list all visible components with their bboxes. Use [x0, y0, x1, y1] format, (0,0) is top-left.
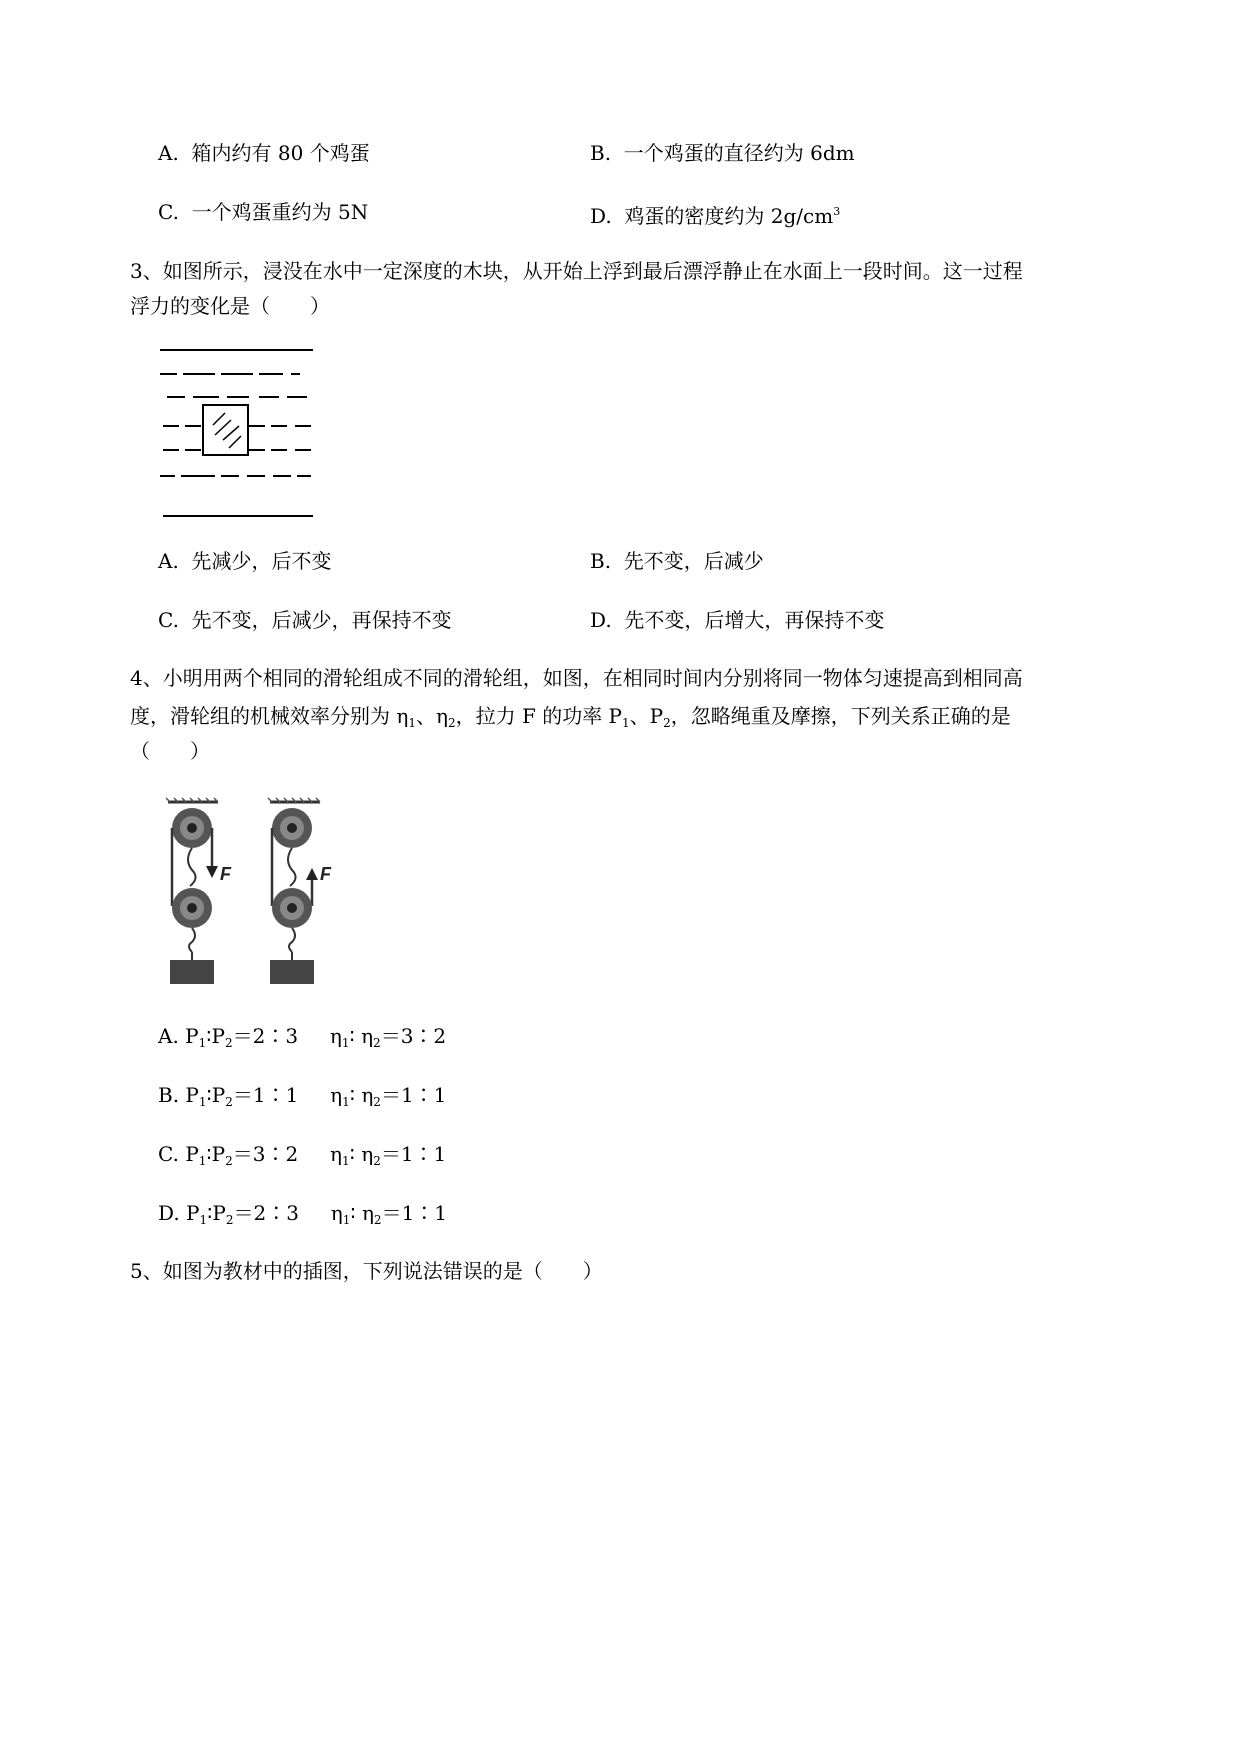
q4-option-b[interactable]: B. $P_1∶P_2=1∶1$ $\eta_1∶$ $\eta_2=1∶1$: [158, 1083, 447, 1109]
svg-text:F: F: [220, 864, 231, 884]
q2-option-b[interactable]: B. 一个鸡蛋的直径约为 6dm: [590, 141, 855, 165]
q2-option-c[interactable]: C. 一个鸡蛋重约为 5N: [158, 200, 369, 224]
q3-option-c[interactable]: C. 先不变，后减少，再保持不变: [158, 608, 452, 632]
svg-text:F: F: [320, 864, 331, 884]
q3-figure-wood-block-in-water: [155, 340, 320, 525]
pulley-system-left: [166, 798, 232, 984]
q4-stem-line2: 度，滑轮组的机械效率分别为 $\eta_1$、$\eta_2$，拉力 F 的功率 $P_1$、$P_2$，忽略绳重及摩擦，下列关系正确的是: [130, 704, 1011, 730]
q4-option-d[interactable]: D. $P_1∶P_2=2∶3$ $\eta_1∶$ $\eta_2=1∶1$: [158, 1201, 448, 1227]
q4-stem-line1: 4、小明用两个相同的滑轮组成不同的滑轮组，如图，在相同时间内分别将同一物体匀速提高到相同高: [130, 666, 1023, 690]
pulley-system-right: [268, 798, 332, 984]
q3-stem-line1: 3、如图所示，浸没在水中一定深度的木块，从开始上浮到最后漂浮静止在水面上一段时间。这一过程: [130, 259, 1023, 283]
q2-option-a[interactable]: A. 箱内约有 80 个鸡蛋: [158, 141, 370, 165]
wood-block: [203, 405, 248, 455]
q3-option-a[interactable]: A. 先减少，后不变: [158, 549, 332, 573]
q4-figure-pulley-systems: [160, 798, 350, 988]
q2-option-d[interactable]: D. 鸡蛋的密度约为 $2g/cm^3$: [590, 204, 841, 228]
q4-option-a[interactable]: A. $P_1∶P_2=2∶3$ $\eta_1∶$ $\eta_2=3∶2$: [158, 1024, 447, 1050]
q4-option-c[interactable]: C. $P_1∶P_2=3∶2$ $\eta_1∶$ $\eta_2=1∶1$: [158, 1142, 447, 1168]
q5-stem: 5、如图为教材中的插图，下列说法错误的是（ ）: [130, 1259, 603, 1283]
q3-option-d[interactable]: D. 先不变，后增大，再保持不变: [590, 608, 885, 632]
q3-stem-line2: 浮力的变化是（ ）: [130, 294, 330, 318]
q3-option-b[interactable]: B. 先不变，后减少: [590, 549, 764, 573]
q4-stem-line3: （ ）: [130, 739, 210, 763]
